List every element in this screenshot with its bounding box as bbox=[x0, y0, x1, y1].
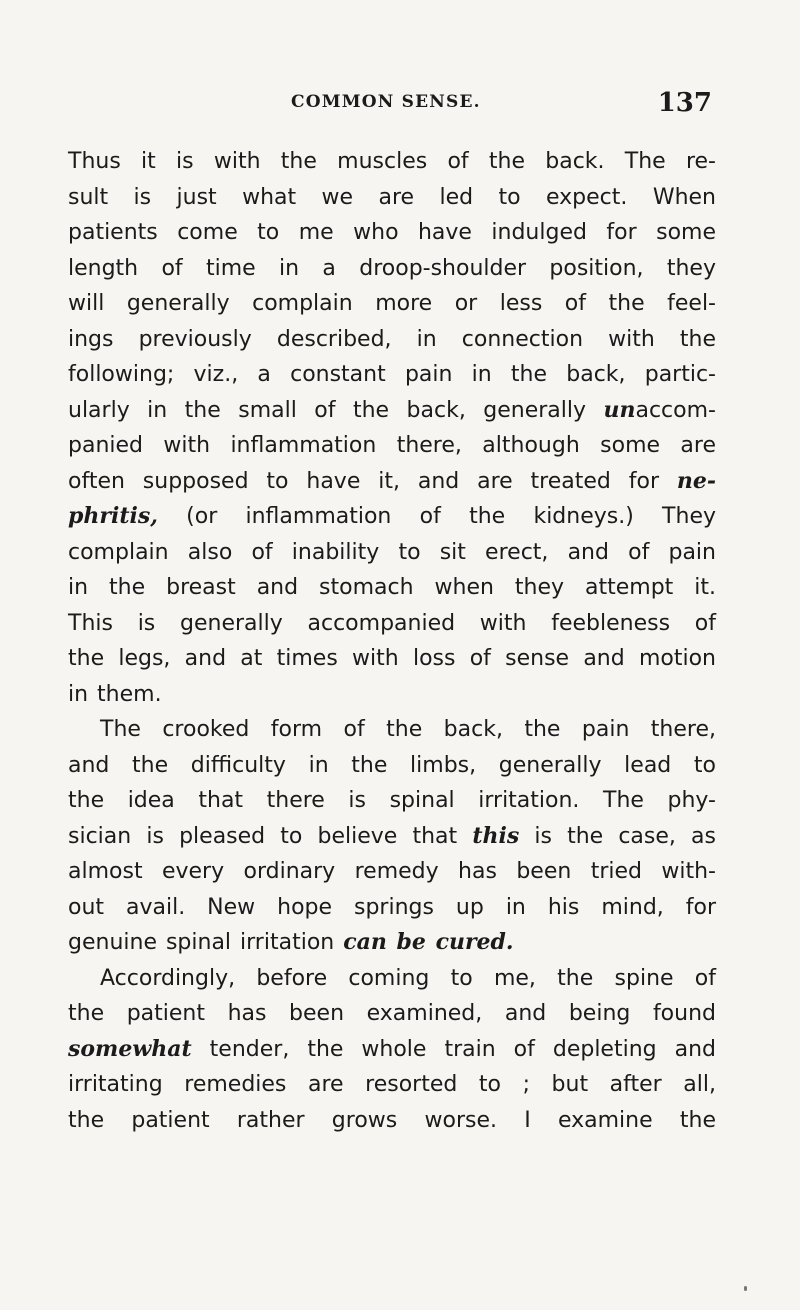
text-segment: accom- bbox=[635, 397, 716, 423]
text-line bbox=[68, 322, 716, 358]
text-line bbox=[68, 961, 716, 997]
text-segment: This is generally accompanied with feebleness of bbox=[68, 610, 716, 636]
text-segment: length of time in a droop-shoulder position, they bbox=[68, 255, 716, 281]
text-line bbox=[68, 641, 716, 677]
text-line bbox=[68, 180, 716, 216]
text-line bbox=[68, 286, 716, 322]
text-line bbox=[68, 1067, 716, 1103]
page-number: 137 bbox=[657, 88, 712, 118]
italic-text: can be cured. bbox=[343, 929, 514, 955]
print-speck bbox=[744, 1286, 747, 1291]
italic-text: un bbox=[603, 396, 636, 423]
text-segment: sult is just what we are led to expect. When bbox=[68, 184, 716, 210]
text-segment: the idea that there is spinal irritation. The phy- bbox=[68, 788, 716, 813]
text-line bbox=[68, 819, 716, 855]
italic-text: this bbox=[472, 822, 520, 849]
text-segment: Accordingly, before coming to me, the spine of bbox=[100, 965, 716, 991]
text-segment: ings previously described, in connection with the bbox=[68, 326, 716, 352]
text-line bbox=[68, 996, 716, 1032]
italic-text: phritis, bbox=[68, 503, 158, 529]
text-line bbox=[68, 570, 716, 606]
text-segment: the patient has been examined, and being found bbox=[68, 1001, 716, 1026]
text-segment: panied with inflammation there, although some are bbox=[68, 433, 716, 458]
text-line bbox=[68, 393, 716, 429]
text-segment: in them. bbox=[68, 681, 162, 707]
text-segment: (or inflammation of the kidneys.) They bbox=[157, 504, 716, 529]
text-line bbox=[68, 215, 716, 251]
text-segment: The crooked form of the back, the pain there, bbox=[100, 717, 716, 742]
text-segment: in the breast and stomach when they attempt it. bbox=[68, 575, 716, 600]
text-segment: ularly in the small of the back, generally bbox=[68, 397, 604, 423]
text-line bbox=[68, 712, 716, 748]
text-line bbox=[68, 606, 716, 642]
text-line bbox=[68, 144, 716, 180]
text-line bbox=[68, 925, 716, 961]
text-segment: irritating remedies are resorted to ; but after all, bbox=[68, 1072, 716, 1097]
text-line bbox=[68, 854, 716, 890]
text-segment: often supposed to have it, and are treated for bbox=[68, 468, 677, 494]
text-segment: genuine spinal irritation bbox=[68, 930, 344, 955]
text-segment: and the difficulty in the limbs, generally lead to bbox=[68, 752, 716, 778]
text-segment: patients come to me who have indulged for some bbox=[68, 220, 716, 245]
text-segment: will generally complain more or less of the feel- bbox=[68, 291, 716, 316]
text-segment: Thus it is with the muscles of the back. The re- bbox=[68, 149, 716, 174]
text-line bbox=[68, 464, 716, 500]
text-segment: the patient rather grows worse. I examine the bbox=[68, 1107, 716, 1133]
text-segment: is the case, as bbox=[519, 823, 716, 849]
text-segment: following; viz., a constant pain in the back, partic- bbox=[68, 362, 716, 387]
text-line bbox=[68, 748, 716, 784]
text-line bbox=[68, 890, 716, 926]
text-segment: complain also of inability to sit erect, and of pain bbox=[68, 539, 716, 565]
text-segment: out avail. New hope springs up in his mind, for bbox=[68, 894, 716, 920]
text-segment: the legs, and at times with loss of sense and motion bbox=[68, 646, 716, 671]
text-segment: tender, the whole train of depleting and bbox=[191, 1036, 716, 1062]
page-header bbox=[66, 88, 712, 120]
text-line bbox=[68, 1032, 716, 1068]
text-segment: sician is pleased to believe that bbox=[68, 823, 473, 849]
text-line bbox=[68, 677, 716, 713]
text-line bbox=[68, 1103, 716, 1139]
italic-text: somewhat bbox=[68, 1035, 192, 1062]
text-line bbox=[68, 499, 716, 535]
text-line bbox=[68, 535, 716, 571]
italic-text: ne- bbox=[676, 467, 716, 494]
running-head: COMMON SENSE. bbox=[291, 92, 481, 112]
text-line bbox=[68, 251, 716, 287]
text-line bbox=[68, 783, 716, 819]
body-text bbox=[68, 144, 716, 1138]
text-line bbox=[68, 357, 716, 393]
text-segment: almost every ordinary remedy has been tried with- bbox=[68, 859, 716, 884]
text-line bbox=[68, 428, 716, 464]
